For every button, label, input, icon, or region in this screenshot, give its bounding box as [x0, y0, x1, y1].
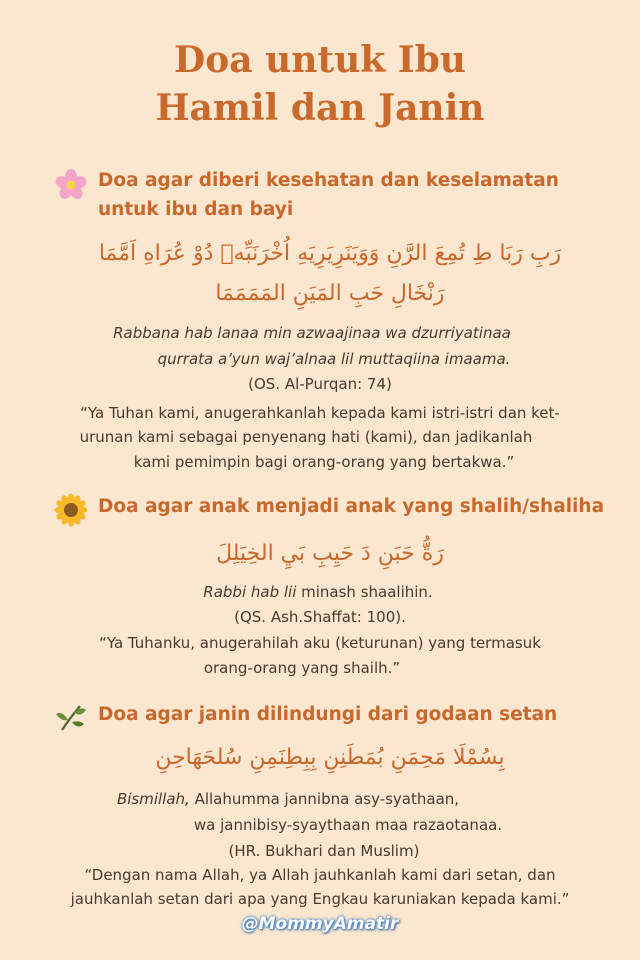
source-reference: (QS. Ash.Shaffat: 100).	[234, 608, 406, 626]
heading-line: Doa agar diberi kesehatan dan keselamatan	[98, 170, 559, 191]
source-reference: (OS. Al-Purqan: 74)	[248, 375, 392, 393]
transliteration-rest: Allahumma jannibna asy-syathaan,	[189, 790, 460, 808]
section-heading	[98, 700, 628, 729]
section-heading	[98, 166, 628, 224]
meaning-text: “Dengan nama Allah, ya Allah jauhkanlah kami dari setan, dan	[84, 866, 556, 884]
arabic-text: رَةُّ حَبَنِ دَ حَيِبِ بَيِ الخِيَلِلَ	[216, 541, 444, 566]
transliteration	[0, 581, 638, 603]
arabic-text: بِسُمْلَا مَحِمَنِ بُمَطَنِنِ بِبِطِنَمِنِ سُلحَهَاحِنِ	[155, 745, 505, 770]
meaning-text: “Ya Tuhanku, anugerahilah aku (keturunan) yang termasuk	[99, 634, 541, 652]
heading-line: untuk ibu dan bayi	[98, 199, 294, 220]
transliteration	[0, 788, 608, 810]
source-reference: (HR. Bukhari dan Muslim)	[228, 842, 420, 860]
title-line-1: Doa untuk Ibu	[174, 39, 466, 81]
page-title	[0, 36, 640, 132]
transliteration: Rabbana hab lanaa min azwaajinaa wa dzurriyatinaa	[113, 324, 511, 342]
heading-line: Doa agar anak menjadi anak yang shalih/shaliha	[98, 496, 605, 517]
heading-line: Doa agar janin dilindungi dari godaan setan	[98, 704, 558, 725]
meaning-text: “Ya Tuhan kami, anugerahkanlah kepada kami istri-istri dan ket-	[80, 404, 560, 422]
transliteration: wa jannibisy-syaythaan maa razaotanaa.	[193, 816, 503, 834]
sunflower-icon	[54, 493, 88, 527]
meaning-text: urunan kami sebagai penyenang hati (kami), dan jadikanlah	[79, 428, 533, 446]
arabic-text: رَبِ رَبَا طِ تُمِعَ الرَّنِ وَوَيَنَرِيَرِيَهِ اُخْرَنَبِّهٖ دُوْ عُرَاهِ اَمَّمَا	[98, 241, 562, 266]
transliteration: qurrata a’yun waj’alnaa lil muttaqiina imaama.	[157, 350, 511, 368]
section-heading	[98, 492, 628, 521]
arabic-text: رَنْخَالِ حَبِ المَيَنِ المَمَمَمَا	[215, 281, 445, 306]
transliteration-rest: minash shaalihin.	[296, 583, 433, 601]
transliteration-italic: Bismillah,	[116, 790, 190, 808]
pink-flower-icon	[54, 168, 88, 202]
meaning-text: orang-orang yang shailh.”	[203, 659, 401, 677]
title-line-2: Hamil dan Janin	[155, 87, 485, 129]
watermark-handle: @MommyAmatir	[241, 914, 399, 934]
meaning-text: jauhkanlah setan dari apa yang Engkau karuniakan kepada kami.”	[70, 890, 570, 908]
meaning-text: kami pemimpin bagi orang-orang yang bertakwa.”	[133, 453, 515, 471]
sprout-icon	[54, 700, 88, 734]
transliteration-italic: Rabbi hab lii	[203, 583, 297, 601]
